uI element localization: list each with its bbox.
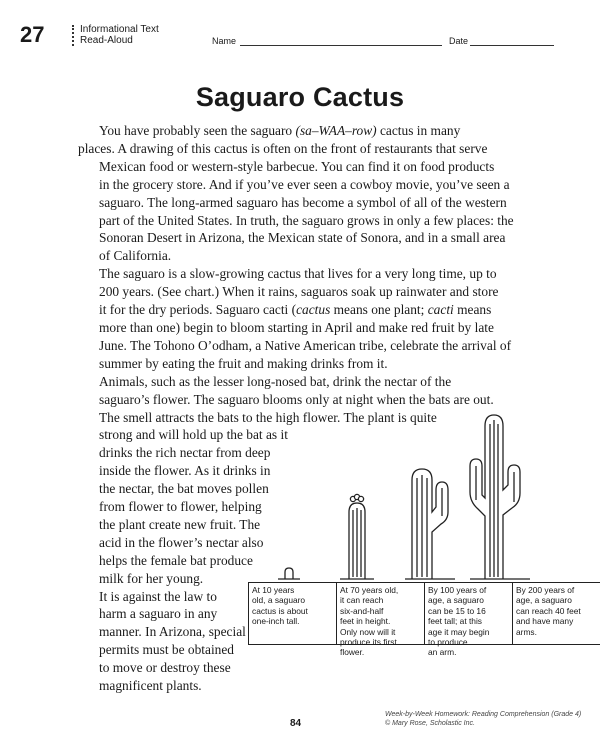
text-line: 200 years. (See chart.) When it rains, saguaros soak up rainwater and store — [99, 284, 499, 300]
chart-cell-100-years: By 100 years of age, a saguaro can be 15 to 16 feet tall; at this age it may begin to produce an arm. — [425, 583, 513, 644]
copyright-credit — [385, 711, 581, 728]
text-line: acid in the flower’s nectar also — [99, 534, 264, 550]
text-line: it for the dry periods. Saguaro cacti (cactus means one plant; cacti means — [99, 302, 492, 318]
category-line-2: Read-Aloud — [80, 35, 133, 46]
growth-chart-table — [248, 582, 600, 658]
cactus-10-years-illustration — [278, 568, 300, 579]
worksheet-number: 27 — [20, 22, 45, 47]
category-line-1: Informational Text — [80, 24, 159, 35]
page-number: 84 — [290, 718, 302, 729]
text-line: It is against the law to — [99, 588, 217, 604]
name-label: Name — [212, 36, 237, 46]
text-line: permits must be obtained — [99, 642, 234, 658]
text-line: milk for her young. — [99, 570, 204, 586]
text-line: You have probably seen the saguaro (sa–WAA–row) cactus in many — [99, 123, 461, 138]
text-line: Mexican food or western-style barbecue. You can find it on food products — [99, 158, 495, 174]
text-line: magnificent plants. — [99, 678, 202, 694]
text-line: The saguaro is a slow-growing cactus that lives for a very long time, up to — [99, 266, 497, 282]
cactus-200-years-illustration — [470, 415, 530, 579]
text-line: in the grocery store. And if you’ve ever seen a cowboy movie, you’ve seen a — [99, 176, 510, 192]
text-line: places. A drawing of this cactus is often on the front of restaurants that serve — [78, 140, 488, 156]
page-title: Saguaro Cactus — [195, 82, 405, 112]
credit-line-1: Week-by-Week Homework: Reading Comprehension (Grade 4) — [385, 711, 582, 718]
text-line: the nectar, the bat moves pollen — [99, 481, 269, 497]
text-line: The smell attracts the bats to the high flower. The plant is quite — [99, 409, 437, 425]
text-line: more than one) begin to bloom starting in April and make red fruit by late — [99, 319, 494, 335]
text-line: part of the United States. In truth, the saguaro grows in only a few places: the — [99, 212, 514, 228]
text-line: inside the flower. As it drinks in — [99, 463, 271, 479]
chart-cell-10-years: At 10 years old, a saguaro cactus is about one-inch tall. — [249, 583, 337, 644]
text-line: saguaro’s flower. The saguaro blooms only at night when the bats are out. — [99, 391, 494, 407]
text-line: of California. — [99, 248, 172, 264]
text-line: drinks the rich nectar from deep — [99, 445, 271, 461]
text-line: helps the female bat produce — [99, 552, 253, 568]
text-line: summer by eating the fruit and making drinks from it. — [99, 355, 388, 371]
text-line: Animals, such as the lesser long-nosed bat, drink the nectar of the — [99, 373, 452, 389]
text-line: Sonoran Desert in Arizona, the Mexican state of Sonora, and in a small area — [99, 230, 506, 246]
text-line: strong and will hold up the bat as it — [99, 427, 288, 443]
text-line: from flower to flower, helping — [99, 499, 262, 515]
text-line: saguaro. The long-armed saguaro has become a symbol of all of the western — [99, 194, 507, 210]
chart-cell-70-years: At 70 years old, it can reach six-and-half feet in height. Only now will it produce its first flower. — [337, 583, 425, 644]
date-label: Date — [449, 36, 469, 46]
text-line: June. The Tohono O’odham, a Native American tribe, celebrate the arrival of — [99, 337, 512, 353]
text-line: harm a saguaro in any — [99, 606, 218, 622]
credit-line-2: © Mary Rose, Scholastic Inc. — [385, 719, 475, 727]
chart-cell-200-years: By 200 years of age, a saguaro can reach 40 feet and have many arms. — [516, 585, 581, 637]
cactus-100-years-illustration — [405, 469, 455, 579]
cactus-70-years-illustration — [340, 494, 374, 579]
text-line: the plant create new fruit. The — [99, 516, 261, 532]
text-line: manner. In Arizona, special — [99, 624, 246, 640]
text-line: to move or destroy these — [99, 660, 231, 676]
